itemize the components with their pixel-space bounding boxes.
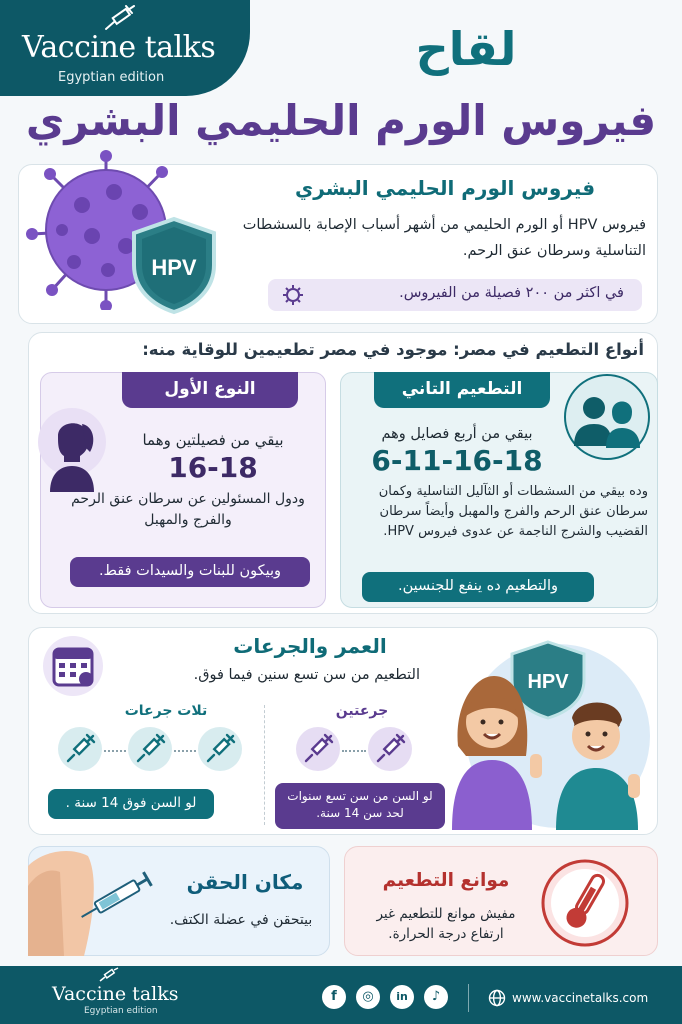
first-type-strains: 16-18 — [168, 451, 258, 484]
people-silhouette-icon — [562, 372, 652, 462]
hpv-shield-icon — [128, 215, 220, 315]
girl-silhouette-icon — [36, 402, 108, 492]
logo-subtitle: Egyptian edition — [58, 70, 165, 85]
contraindications-heading: موانع التطعيم — [382, 870, 510, 891]
dose-connector — [342, 750, 366, 752]
dose-syringe-icon — [296, 727, 340, 771]
first-type-description: ودول المسئولين عن سرطان عنق الرحم والفرج والمهبل — [71, 491, 305, 528]
virus-description: فيروس HPV أو الورم الحليمي من أشهر أسباب الإصابة بالسشطات التناسلية وسرطان عنق الرحم. — [242, 217, 646, 259]
doses-divider — [264, 705, 265, 825]
injection-site-heading: مكان الحقن — [186, 870, 304, 894]
first-type-pill-text: وبيكون للبنات والسيدات فقط. — [98, 563, 282, 579]
globe-icon — [488, 989, 506, 1007]
vaccine-types-heading: أنواع التطعيم في مصر: موجود في مصر تطعيمين للوقاية منه: — [142, 340, 644, 359]
first-type-tag-label: النوع الأول — [164, 379, 256, 399]
injection-site-description: بيتحقن في عضلة الكتف. — [169, 912, 313, 928]
first-type-intro: بيقي من فصيلتين وهما — [142, 431, 284, 449]
facebook-icon[interactable]: f — [322, 985, 346, 1009]
second-type-description: وده بيقي من السشطات أو الثآليل التناسلية وكمان سرطان عنق الرحم والفرج والمهبل وأيضاً سرطان القضيب والشرج الناجمة عن عدوى فيروس HPV. — [378, 484, 648, 539]
tiktok-icon[interactable]: ♪ — [424, 985, 448, 1009]
footer-logo-subtitle: Egyptian edition — [84, 1006, 158, 1016]
virus-heading: فيروس الورم الحليمي البشري — [294, 176, 596, 200]
two-doses-label: جرعتين — [335, 703, 389, 719]
second-type-strains: 6-11-16-18 — [371, 444, 543, 477]
page-title-line2: فيروس الورم الحليمي البشري — [25, 96, 657, 145]
page-title-line1: لقاح — [415, 22, 517, 76]
hpv-shield-label: HPV — [151, 255, 197, 280]
dose-syringe-icon — [128, 727, 172, 771]
footer-logo-title: Vaccine talks — [52, 983, 179, 1005]
second-type-intro: بيقي من أربع فصايل وهم — [381, 426, 533, 442]
dose-syringe-icon — [368, 727, 412, 771]
syringe-icon — [98, 967, 120, 983]
footer-divider — [468, 984, 469, 1012]
virus-strains-text: في اكثر من ٢٠٠ فصيلة من الفيروس. — [399, 285, 624, 301]
logo-title: Vaccine talks — [22, 30, 216, 65]
dose-syringe-icon — [198, 727, 242, 771]
website-link[interactable]: www.vaccinetalks.com — [512, 991, 649, 1005]
dose-syringe-icon — [58, 727, 102, 771]
syringe-icon — [102, 5, 138, 33]
instagram-icon[interactable]: ◎ — [356, 985, 380, 1009]
dose-connector — [104, 750, 126, 752]
second-type-pill-text: والتطعيم ده ينفع للجنسين. — [398, 578, 558, 594]
age-description: التطعيم من سن تسع سنين فيما فوق. — [193, 667, 420, 683]
three-doses-label: تلات جرعات — [124, 703, 208, 719]
children-illustration-icon — [448, 636, 652, 830]
thermometer-icon — [540, 858, 630, 948]
kids-shield-label: HPV — [527, 671, 569, 693]
contraindications-description: مفيش موانع للتطعيم غير ارتفاع درجة الحرارة. — [376, 906, 516, 942]
second-type-tag-label: التطعيم التاني — [401, 379, 523, 399]
linkedin-icon[interactable]: in — [390, 985, 414, 1009]
three-doses-note: لو السن فوق 14 سنة . — [65, 795, 197, 811]
age-heading: العمر والجرعات — [233, 634, 387, 658]
dose-connector — [174, 750, 196, 752]
two-doses-note: لو السن من سن تسع سنوات لحد سن 14 سنة. — [287, 789, 433, 820]
arm-injection-icon — [28, 846, 168, 956]
calendar-icon — [40, 635, 106, 697]
